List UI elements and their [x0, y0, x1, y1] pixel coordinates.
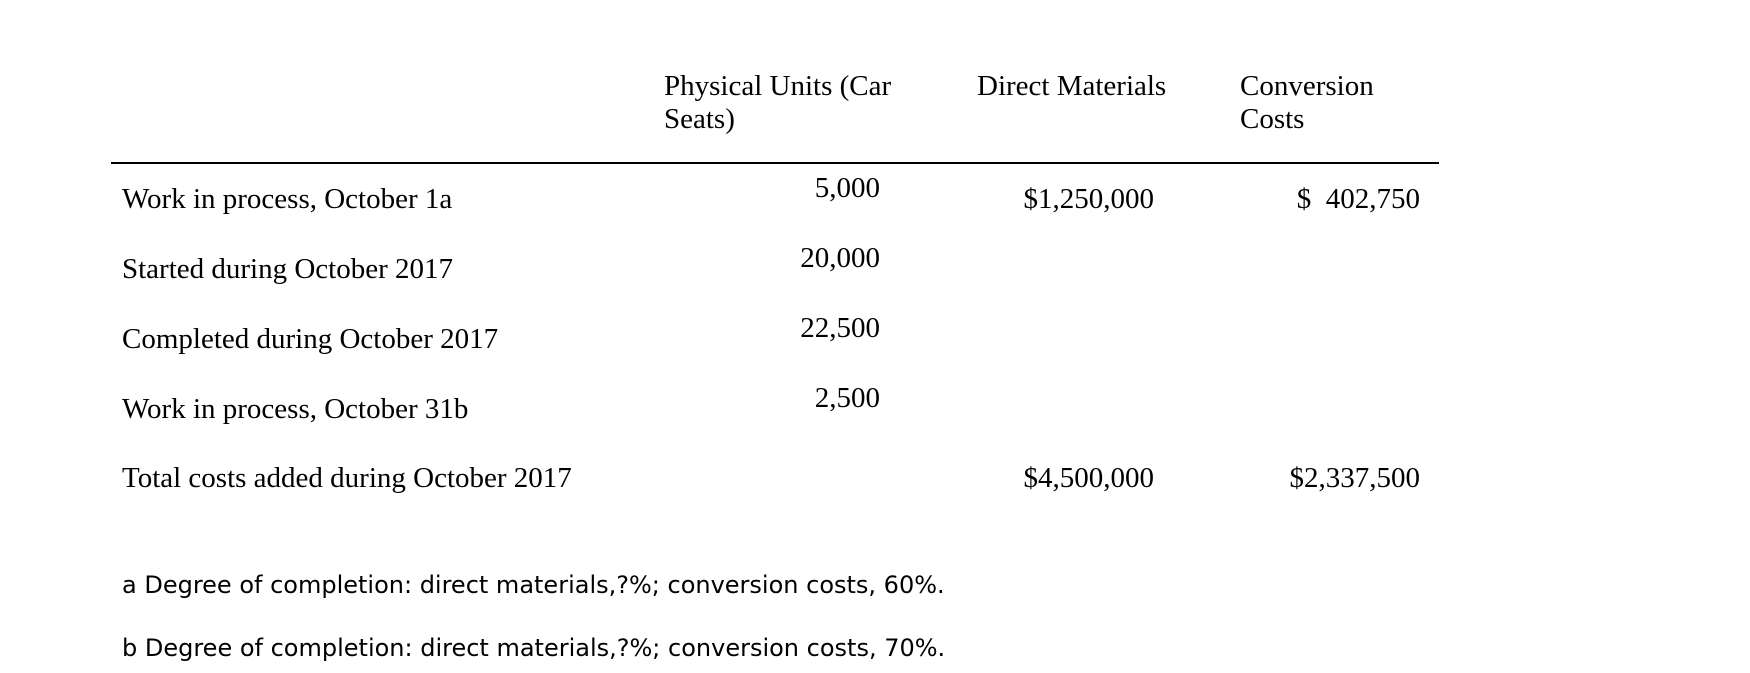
row-label-started: Started during October 2017	[122, 253, 454, 285]
row-units-completed: 22,500	[800, 312, 880, 344]
row-label-wip-oct31: Work in process, October 31b	[122, 393, 469, 425]
row-cc-wip-oct1: $ 402,750	[1296, 183, 1420, 215]
row-label-completed: Completed during October 2017	[122, 323, 499, 355]
row-dm-wip-oct1: $1,250,000	[1023, 183, 1154, 215]
footnote-a: a Degree of completion: direct materials,?%; conversion costs, 60%.	[122, 571, 945, 599]
row-units-started: 20,000	[800, 242, 880, 274]
row-cc-total-costs: $2,337,500	[1289, 462, 1420, 494]
header-conversion-costs: Conversion Costs	[1240, 70, 1374, 135]
row-label-total-costs: Total costs added during October 2017	[122, 462, 572, 494]
footnote-b: b Degree of completion: direct materials,?%; conversion costs, 70%.	[122, 634, 946, 662]
header-physical-units: Physical Units (Car Seats)	[664, 70, 892, 135]
row-dm-total-costs: $4,500,000	[1023, 462, 1154, 494]
header-rule	[111, 162, 1439, 164]
header-direct-materials: Direct Materials	[977, 70, 1167, 102]
row-units-wip-oct1: 5,000	[814, 172, 880, 204]
row-label-wip-oct1: Work in process, October 1a	[122, 183, 453, 215]
row-units-wip-oct31: 2,500	[814, 382, 880, 414]
